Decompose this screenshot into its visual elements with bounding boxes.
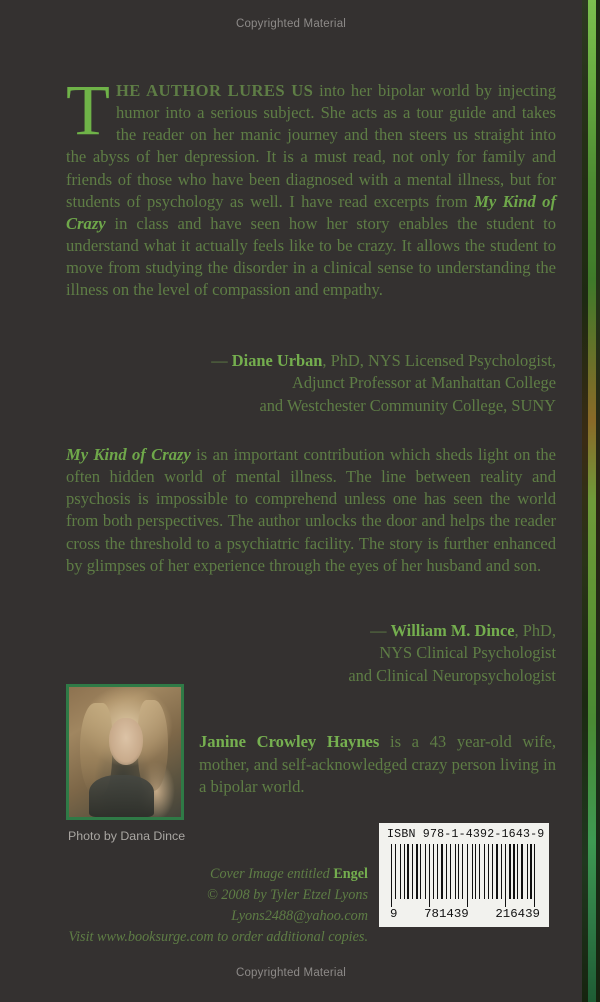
author-bio-text: is a 43 year-old wife, mother, and self-acknowledged crazy person living in a bipolar world.: [199, 732, 556, 797]
author-bio: [199, 731, 556, 799]
attribution-two-line-2: NYS Clinical Psychologist: [379, 643, 556, 663]
attribution-two: [66, 620, 556, 687]
testimonial-two-text: [66, 444, 556, 577]
barcode-digit-group-2: 216439: [495, 907, 540, 921]
attribution-one-credentials: , PhD, NYS Licensed Psychologist,: [322, 351, 556, 370]
testimonial-two: [66, 444, 556, 577]
cover-credit-line-2: © 2008 by Tyler Etzel Lyons: [206, 886, 368, 903]
cover-artwork-title: Engel: [333, 866, 368, 882]
book-title-inline-two: My Kind of Crazy: [66, 445, 191, 464]
attribution-one: [66, 350, 556, 417]
attribution-two-dash: —: [370, 621, 391, 640]
attribution-one-dash: —: [211, 351, 232, 370]
testimonial-one-body-after: in class and have seen how her story enables the student to understand what it actually feels like to be crazy. It allows the student to move from studying the disorder in a clinical sense to understanding the illness on the level of compassion and empathy.: [66, 213, 556, 300]
attribution-two-name: William M. Dince: [390, 621, 515, 640]
cover-credit-email: Lyons2488@yahoo.com: [231, 907, 368, 924]
barcode-digit-group-1: 781439: [424, 907, 469, 921]
cover-credit-prefix: Cover Image entitled: [209, 866, 334, 882]
barcode-bars: [391, 844, 539, 907]
spine-green-strip: [588, 0, 596, 1002]
isbn-number: ISBN 978-1-4392-1643-9: [387, 828, 545, 841]
cover-credit-line-1: [40, 864, 368, 885]
barcode-digit-left: 9: [390, 907, 398, 921]
photo-clothing: [89, 775, 154, 817]
testimonial-two-body: is an important contribution which sheds light on the often hidden world of mental illness. The line between reality and psychosis is impossible to comprehend unless one has seen the world from both perspectives. The author unlocks the door and helps the reader cross the threshold to a psychiatric facility. The story is further enhanced by glimpses of her experience through the eyes of her husband and son.: [66, 445, 556, 575]
testimonial-one: [66, 70, 556, 301]
cover-credits: [40, 864, 368, 948]
attribution-one-name: Diane Urban: [231, 351, 323, 370]
testimonial-one-body-before: into her bipolar world by injecting humor into a serious subject. She acts as a tour guide and takes the reader on her manic journey and then steers us straight into the abyss of her depression. It is a must read, not only for family and friends of those who have been diagnosed with a mental illness, but for students of psychology as well. I have read excerpts from: [66, 81, 556, 211]
author-photo: [66, 684, 184, 820]
barcode-digits: [390, 907, 540, 921]
photo-credit: Photo by Dana Dince: [68, 829, 186, 843]
attribution-one-line-3: and Westchester Community College, SUNY: [259, 395, 556, 415]
copyright-watermark-bottom: Copyrighted Material: [235, 967, 347, 979]
attribution-two-line-3: and Clinical Neuropsychologist: [348, 665, 556, 685]
isbn-barcode: [379, 823, 549, 927]
attribution-one-line-1: [66, 350, 556, 372]
author-name: Janine Crowley Haynes: [199, 732, 380, 751]
drop-cap-letter: T: [66, 70, 110, 150]
spine-edge: [582, 0, 600, 1002]
photo-face: [109, 718, 143, 765]
attribution-one-line-2: Adjunct Professor at Manhattan College: [291, 373, 556, 393]
photo-hair-right: [138, 700, 167, 791]
author-photo-image: [69, 687, 181, 817]
testimonial-one-smallcaps: HE AUTHOR LURES US: [115, 81, 314, 100]
copyright-watermark-top: Copyrighted Material: [235, 18, 347, 30]
attribution-two-credentials: , PhD,: [514, 621, 556, 640]
cover-credit-order-url: Visit www.booksurge.com to order additional copies.: [68, 928, 368, 945]
book-title-inline-one: My Kind of Crazy: [66, 191, 556, 233]
testimonial-one-text: [66, 70, 556, 301]
spine-outer-strip: [596, 0, 600, 1002]
attribution-two-line-1: [66, 620, 556, 642]
